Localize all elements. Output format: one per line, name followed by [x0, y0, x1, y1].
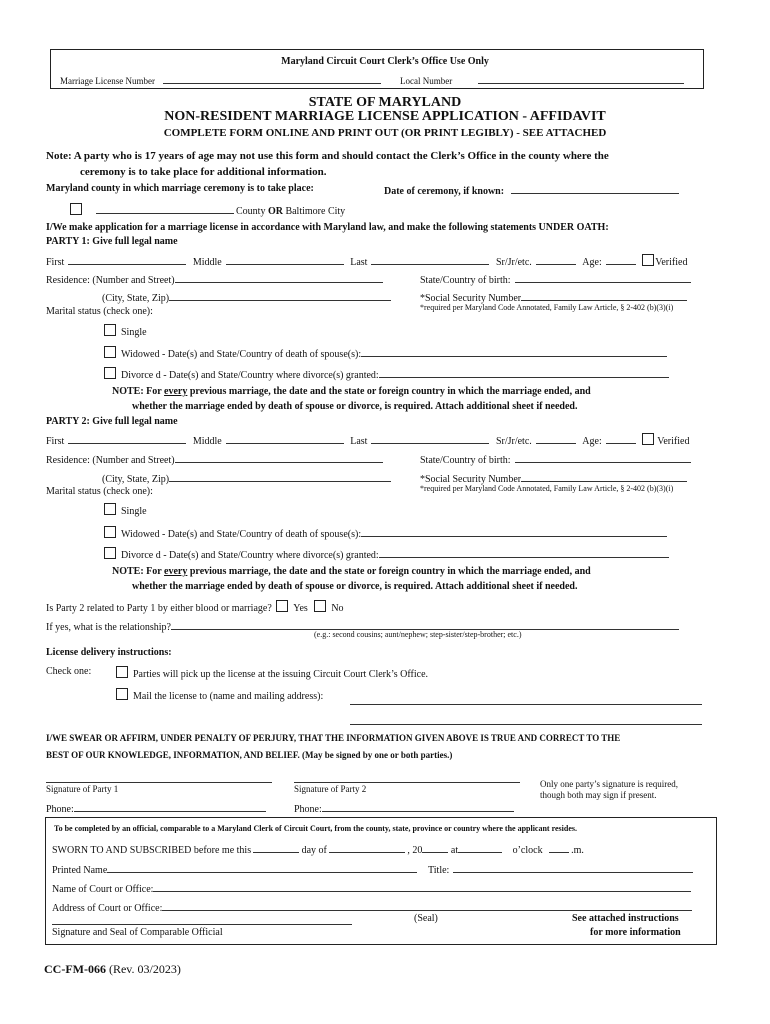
- sworn-time-field[interactable]: [458, 842, 502, 853]
- form-id-footer: CC-FM-066 (Rev. 03/2023): [44, 962, 181, 976]
- party2-verified-checkbox[interactable]: [642, 433, 654, 445]
- court-name-field[interactable]: [153, 881, 691, 892]
- sworn-ampm-field[interactable]: [549, 842, 569, 853]
- pickup-checkbox[interactable]: [116, 666, 128, 678]
- party1-signature-field[interactable]: [46, 772, 272, 783]
- official-heading: To be completed by an official, comparable to a Maryland Clerk of Circuit Court, from the county, state, province or country where the applicant resides.: [54, 824, 577, 833]
- party2-last-field[interactable]: [371, 433, 489, 444]
- delivery-mail-row: Mail the license to (name and mailing address):: [116, 688, 323, 702]
- party1-city-field[interactable]: [169, 290, 391, 301]
- local-number-label: Local Number: [400, 73, 684, 86]
- party2-note-line1: NOTE: For every previous marriage, the date and the state or foreign country in which the marriage ended, and: [112, 566, 591, 577]
- party2-residence-row: Residence: (Number and Street): [46, 452, 383, 466]
- party1-age-field[interactable]: [606, 254, 636, 265]
- party2-ssn-field[interactable]: [521, 471, 687, 482]
- party1-first-field[interactable]: [68, 254, 186, 265]
- party1-divorced-field[interactable]: [379, 367, 669, 378]
- delivery-pickup-row: Parties will pick up the license at the issuing Circuit Court Clerk’s Office.: [116, 666, 428, 680]
- relation-examples: (e.g.: second cousins; aunt/nephew; step-sister/step-brother; etc.): [314, 630, 522, 639]
- county-field[interactable]: [96, 203, 234, 214]
- party2-city-row: (City, State, Zip): [102, 471, 391, 485]
- party1-verified-checkbox[interactable]: [642, 254, 654, 266]
- relation-yes-checkbox[interactable]: [276, 600, 288, 612]
- party2-street-field[interactable]: [175, 452, 383, 463]
- relation-question-row: Is Party 2 related to Party 1 by either blood or marriage? Yes No: [46, 600, 344, 614]
- party2-widowed-row: Widowed - Date(s) and State/Country of death of spouse(s):: [104, 526, 667, 540]
- signature-note-line1: Only one party’s signature is required,: [540, 779, 678, 789]
- signature-note-line2: though both may sign if present.: [540, 790, 657, 800]
- party2-middle-field[interactable]: [226, 433, 344, 444]
- party2-widowed-field[interactable]: [361, 526, 667, 537]
- party2-marital-label: Marital status (check one):: [46, 486, 153, 497]
- printed-name-field[interactable]: [107, 862, 417, 873]
- party1-ssn-note: *required per Maryland Code Annotated, Family Law Article, § 2-402 (b)(3)(i): [420, 303, 674, 312]
- sworn-month-field[interactable]: [329, 842, 405, 853]
- official-title-row: Title:: [428, 862, 693, 876]
- sworn-year-field[interactable]: [422, 842, 448, 853]
- form-subtitle: COMPLETE FORM ONLINE AND PRINT OUT (OR PRINT LEGIBLY) - SEE ATTACHED: [163, 127, 607, 139]
- party1-birth-row: State/Country of birth:: [420, 272, 691, 286]
- printed-name-row: Printed Name: [52, 862, 417, 876]
- party1-city-row: (City, State, Zip): [102, 290, 391, 304]
- party1-suffix-field[interactable]: [536, 254, 576, 265]
- mail-address-line2[interactable]: [350, 714, 702, 725]
- swear-line1: I/WE SWEAR OR AFFIRM, UNDER PENALTY OF PERJURY, THAT THE INFORMATION GIVEN ABOVE IS TRUE AND CORRECT TO THE: [46, 733, 621, 743]
- party1-ssn-row: *Social Security Number: [420, 290, 687, 304]
- oath-intro: I/We make application for a marriage license in accordance with Maryland law, and make the following statements UNDER OATH:: [46, 222, 609, 233]
- ceremony-date-label: Date of ceremony, if known:: [384, 183, 679, 197]
- ceremony-county-label: Maryland county in which marriage ceremony is to take place:: [46, 183, 314, 194]
- party2-single-row: Single: [104, 503, 147, 517]
- party2-suffix-field[interactable]: [536, 433, 576, 444]
- party2-heading: PARTY 2: Give full legal name: [46, 416, 178, 427]
- party2-divorced-checkbox[interactable]: [104, 547, 116, 559]
- party1-widowed-field[interactable]: [361, 346, 667, 357]
- relation-field[interactable]: [171, 619, 679, 630]
- party1-phone-field[interactable]: [74, 801, 266, 812]
- party1-ssn-field[interactable]: [521, 290, 687, 301]
- party1-heading: PARTY 1: Give full legal name: [46, 236, 178, 247]
- sworn-row: SWORN TO AND SUBSCRIBED before me this day of , 20 at o’clock .m.: [52, 842, 584, 856]
- party1-widowed-checkbox[interactable]: [104, 346, 116, 358]
- party1-divorced-row: Divorce d - Date(s) and State/Country where divorce(s) granted:: [104, 367, 669, 381]
- party2-name-row: First Middle Last Sr/Jr/etc. Age: Verified: [46, 433, 689, 447]
- age-note-line2: ceremony is to take place for additional information.: [80, 166, 327, 178]
- party1-birth-field[interactable]: [515, 272, 691, 283]
- party2-age-field[interactable]: [606, 433, 636, 444]
- party2-divorced-field[interactable]: [379, 547, 669, 558]
- party2-single-checkbox[interactable]: [104, 503, 116, 515]
- party2-signature-field[interactable]: [294, 772, 520, 783]
- party2-phone-row: Phone:: [294, 801, 514, 815]
- party1-single-checkbox[interactable]: [104, 324, 116, 336]
- party2-phone-field[interactable]: [322, 801, 514, 812]
- state-title: STATE OF MARYLAND: [308, 95, 462, 110]
- party2-ssn-note: *required per Maryland Code Annotated, Family Law Article, § 2-402 (b)(3)(i): [420, 484, 674, 493]
- local-number-field[interactable]: [478, 73, 684, 84]
- party1-phone-row: Phone:: [46, 801, 266, 815]
- office-use-title: Maryland Circuit Court Clerk’s Office Use Only: [281, 56, 489, 67]
- party1-divorced-checkbox[interactable]: [104, 367, 116, 379]
- party1-note-line1: NOTE: For every previous marriage, the date and the state or foreign country in which the marriage ended, and: [112, 386, 591, 397]
- official-signature-label: Signature and Seal of Comparable Official: [52, 927, 223, 938]
- form-title: NON-RESIDENT MARRIAGE LICENSE APPLICATION - AFFIDAVIT: [164, 109, 606, 124]
- party2-birth-row: State/Country of birth:: [420, 452, 691, 466]
- relation-no-checkbox[interactable]: [314, 600, 326, 612]
- party2-ssn-row: *Social Security Number: [420, 471, 687, 485]
- party2-first-field[interactable]: [68, 433, 186, 444]
- party1-note-line2: whether the marriage ended by death of spouse or divorce, is required. Attach additional sheet if needed.: [132, 401, 578, 412]
- party2-divorced-row: Divorce d - Date(s) and State/Country where divorce(s) granted:: [104, 547, 669, 561]
- swear-line2: BEST OF OUR KNOWLEDGE, INFORMATION, AND BELIEF. (May be signed by one or both parties.): [46, 750, 453, 760]
- ceremony-date-field[interactable]: [511, 183, 679, 194]
- court-name-row: Name of Court or Office:: [52, 881, 691, 895]
- mail-address-line1[interactable]: [350, 694, 702, 705]
- sworn-day-field[interactable]: [253, 842, 299, 853]
- official-title-field[interactable]: [453, 862, 693, 873]
- license-number-field[interactable]: [163, 73, 381, 84]
- official-signature-field[interactable]: [52, 914, 352, 925]
- party2-widowed-checkbox[interactable]: [104, 526, 116, 538]
- see-attached-line2: for more information: [590, 927, 681, 938]
- party1-single-row: Single: [104, 324, 147, 338]
- party1-signature-label: Signature of Party 1: [46, 784, 119, 794]
- court-address-field[interactable]: [162, 900, 692, 911]
- mail-checkbox[interactable]: [116, 688, 128, 700]
- party1-widowed-row: Widowed - Date(s) and State/Country of death of spouse(s):: [104, 346, 667, 360]
- delivery-check-one: Check one:: [46, 666, 92, 677]
- party1-last-field[interactable]: [371, 254, 489, 265]
- delivery-heading: License delivery instructions:: [46, 647, 172, 658]
- relation-if-yes-row: If yes, what is the relationship?: [46, 619, 679, 633]
- party2-note-line2: whether the marriage ended by death of spouse or divorce, is required. Attach additional sheet if needed.: [132, 581, 578, 592]
- party1-middle-field[interactable]: [226, 254, 344, 265]
- party1-name-row: First Middle Last Sr/Jr/etc. Age: Verified: [46, 254, 687, 268]
- party1-residence-row: Residence: (Number and Street): [46, 272, 383, 286]
- see-attached-line1: See attached instructions: [572, 913, 679, 924]
- party1-street-field[interactable]: [175, 272, 383, 283]
- county-checkbox[interactable]: [70, 203, 82, 215]
- age-note-line1: Note: A party who is 17 years of age may not use this form and should contact the Clerk’s Office in the county where the: [46, 150, 609, 162]
- party2-birth-field[interactable]: [515, 452, 691, 463]
- party2-signature-label: Signature of Party 2: [294, 784, 367, 794]
- ceremony-county-row: County OR Baltimore City: [70, 203, 345, 217]
- party1-marital-label: Marital status (check one):: [46, 306, 153, 317]
- seal-label: (Seal): [414, 913, 438, 924]
- license-number-label: Marriage License Number: [60, 73, 381, 86]
- court-address-row: Address of Court or Office:: [52, 900, 692, 914]
- party2-city-field[interactable]: [169, 471, 391, 482]
